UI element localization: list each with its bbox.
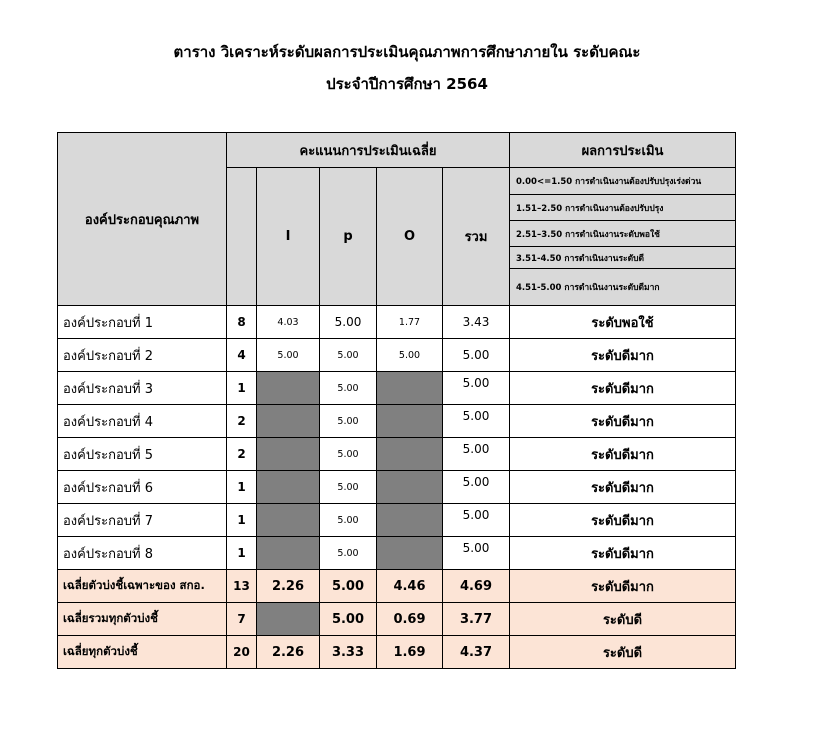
table-row [58,537,736,570]
row-total: 5.00 [443,537,510,570]
row-p: 5.00 [320,339,377,372]
empty-cell [377,504,443,537]
header-col-o: O [377,168,443,306]
row-i: 4.03 [257,306,320,339]
row-count: 8 [227,306,257,339]
row-result: ระดับดีมาก [510,372,736,405]
row-total: 5.00 [443,339,510,372]
summary-p: 5.00 [320,570,377,603]
empty-cell [257,471,320,504]
row-label: องค์ประกอบที่ 7 [58,504,227,537]
row-o: 5.00 [377,339,443,372]
table-row [58,372,736,405]
empty-cell [257,504,320,537]
assessment-table [57,132,736,669]
row-p: 5.00 [320,537,377,570]
table-row [58,339,736,372]
row-count: 1 [227,504,257,537]
row-p: 5.00 [320,438,377,471]
empty-cell [377,405,443,438]
row-result: ระดับดีมาก [510,339,736,372]
row-total: 5.00 [443,471,510,504]
empty-cell [377,537,443,570]
row-count: 2 [227,438,257,471]
empty-cell [257,537,320,570]
criteria-item: 2.51–3.50 การดำเนินงานระดับพอใช้ [510,221,736,247]
summary-label: เฉลี่ยทุกตัวบ่งชี้ [58,636,227,669]
table-row [58,504,736,537]
empty-cell [377,438,443,471]
header-count [227,168,257,306]
row-p: 5.00 [320,504,377,537]
row-total: 5.00 [443,405,510,438]
row-result: ระดับดีมาก [510,504,736,537]
summary-label: เฉลี่ยตัวบ่งชี้เฉพาะของ สกอ. [58,570,227,603]
row-i: 5.00 [257,339,320,372]
header-col-i: I [257,168,320,306]
row-count: 1 [227,537,257,570]
summary-p: 3.33 [320,636,377,669]
header-col-p: p [320,168,377,306]
empty-cell [257,372,320,405]
criteria-item: 1.51–2.50 การดำเนินงานต้องปรับปรุง [510,195,736,221]
header-col-total: รวม [443,168,510,306]
row-total: 3.43 [443,306,510,339]
table-row [58,471,736,504]
summary-count: 7 [227,603,257,636]
empty-cell [257,603,320,636]
table-row [58,306,736,339]
summary-result: ระดับดีมาก [510,570,736,603]
criteria-item: 0.00<=1.50 การดำเนินงานต้องปรับปรุงเร่งด่วน [510,168,736,195]
summary-count: 13 [227,570,257,603]
empty-cell [377,372,443,405]
table-row [58,438,736,471]
summary-result: ระดับดี [510,603,736,636]
summary-o: 4.46 [377,570,443,603]
summary-row [58,570,736,603]
summary-count: 20 [227,636,257,669]
row-count: 2 [227,405,257,438]
criteria-item: 3.51-4.50 การดำเนินงานระดับดี [510,247,736,269]
page-subtitle: ประจำปีการศึกษา 2564 [326,75,488,93]
summary-total: 4.69 [443,570,510,603]
empty-cell [257,438,320,471]
row-total: 5.00 [443,504,510,537]
row-p: 5.00 [320,471,377,504]
row-label: องค์ประกอบที่ 1 [58,306,227,339]
row-total: 5.00 [443,372,510,405]
table-row [58,405,736,438]
empty-cell [257,405,320,438]
summary-row [58,603,736,636]
summary-row [58,636,736,669]
summary-p: 5.00 [320,603,377,636]
empty-cell [377,471,443,504]
header-avg-score: คะแนนการประเมินเฉลี่ย [227,133,510,168]
row-label: องค์ประกอบที่ 3 [58,372,227,405]
summary-total: 3.77 [443,603,510,636]
row-label: องค์ประกอบที่ 6 [58,471,227,504]
row-o: 1.77 [377,306,443,339]
row-label: องค์ประกอบที่ 5 [58,438,227,471]
summary-result: ระดับดี [510,636,736,669]
row-label: องค์ประกอบที่ 4 [58,405,227,438]
row-result: ระดับดีมาก [510,471,736,504]
summary-o: 1.69 [377,636,443,669]
header-result: ผลการประเมิน [510,133,736,168]
criteria-item: 4.51-5.00 การดำเนินงานระดับดีมาก [510,269,736,306]
row-result: ระดับดีมาก [510,537,736,570]
summary-o: 0.69 [377,603,443,636]
row-result: ระดับดีมาก [510,405,736,438]
row-p: 5.00 [320,306,377,339]
summary-i: 2.26 [257,636,320,669]
summary-i: 2.26 [257,570,320,603]
page-title: ตาราง วิเคราะห์ระดับผลการประเมินคุณภาพการศึกษาภายใน ระดับคณะ [173,43,641,61]
row-p: 5.00 [320,405,377,438]
row-count: 4 [227,339,257,372]
row-result: ระดับพอใช้ [510,306,736,339]
row-label: องค์ประกอบที่ 2 [58,339,227,372]
row-p: 5.00 [320,372,377,405]
row-result: ระดับดีมาก [510,438,736,471]
row-count: 1 [227,372,257,405]
summary-total: 4.37 [443,636,510,669]
row-total: 5.00 [443,438,510,471]
summary-label: เฉลี่ยรวมทุกตัวบ่งชี้ [58,603,227,636]
row-label: องค์ประกอบที่ 8 [58,537,227,570]
row-count: 1 [227,471,257,504]
header-component: องค์ประกอบคุณภาพ [58,133,227,306]
